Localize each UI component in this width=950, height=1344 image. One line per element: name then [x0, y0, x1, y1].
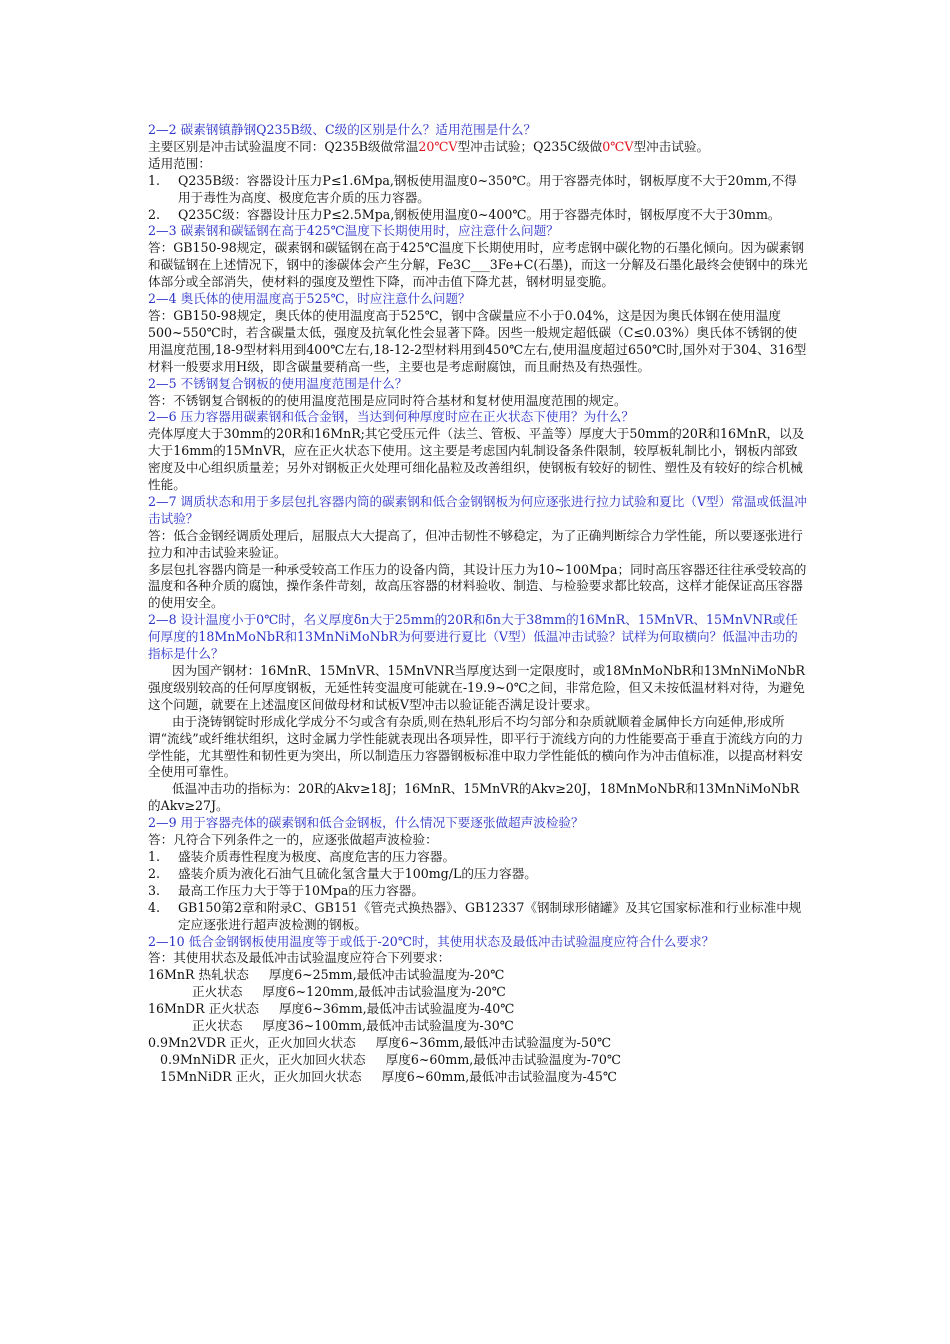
answer-2-5: 答：不锈钢复合钢板的的使用温度范围是应同时符合基材和复材使用温度范围的规定。 [148, 392, 627, 408]
question-2-4: 2—4 奥氏体的使用温度高于525℃，时应注意什么问题？ [148, 291, 471, 307]
spec-row: 15MnNiDR 正火，正火加回火状态 厚度6~60mm,最低冲击试验温度为-45℃ [148, 1068, 618, 1084]
spec-row: 正火状态 厚度36~100mm,最低冲击试验温度为-30℃ [148, 1018, 514, 1034]
answer-2-3: 答：GB150-98规定，碳素钢和碳锰钢在高于425℃温度下长期使用时，应考虑钢中碳化物的石墨化倾向。因为碳素钢和碳锰钢在上述情况下，钢中的渗碳体会产生分解，Fe3C___3Fe+C(石墨)，而这一分解及石墨化最终会使钢中的珠光体部分或全部消失，使材料的强度及塑性下降，而冲击值下降尤甚，钢材明显变脆。 [148, 240, 808, 290]
answer-2-7-b: 多层包扎容器内筒是一种承受较高工作压力的设备内筒，其设计压力为10~100Mpa；同时高压容器还往往承受较高的温度和各种介质的腐蚀，操作条件苛刻，故高压容器的材料验收、制造、与检验要求都比较高，这样才能保证高压容器的使用安全。 [148, 561, 807, 611]
question-2-9: 2—9 用于容器壳体的碳素钢和低合金钢板，什么情况下要逐张做超声波检验？ [148, 815, 584, 831]
spec-row: 16MnDR 正火状态 厚度6~36mm,最低冲击试验温度为-40℃ [148, 1001, 515, 1017]
list-item: 1. Q235B级：容器设计压力P≤1.6Mpa,钢板使用温度0~350℃。用于容器壳体时，钢板厚度不大于20mm,不得用于毒性为高度、极度危害介质的压力容器。 [148, 172, 797, 205]
spec-row: 正火状态 厚度6~120mm,最低冲击试验温度为-20℃ [148, 984, 506, 1000]
question-2-10: 2—10 低合金钢钢板使用温度等于或低于-20℃时，其使用状态及最低冲击试验温度应符合什么要求？ [148, 933, 715, 949]
spec-row: 0.9Mn2VDR 正火，正火加回火状态 厚度6~36mm,最低冲击试验温度为-50℃ [148, 1034, 612, 1050]
spec-row: 16MnR 热轧状态 厚度6~25mm,最低冲击试验温度为-20℃ [148, 967, 505, 983]
answer-2-4: 答：GB150-98规定，奥氏体的使用温度高于525℃，钢中含碳量应不小于0.04%，这是因为奥氏体钢在使用温度500~550℃时，若含碳量太低，强度及抗氧化性会显著下降。因些一般规定超低碳（C≤0.03%）奥氏体不锈钢的使用温度范围,18-9型材料用到400℃左右,18-12-2型材料用到450℃左右,使用温度超过650℃时,国外对于304、316型材料一般要求用H级，即含碳量要稍高一些，主要也是考虑耐腐蚀，而且耐热及有热强性。 [148, 307, 807, 374]
question-2-2: 2—2 碳素钢镇静钢Q235B级、C级的区别是什么？适用范围是什么？ [148, 122, 537, 137]
answer-2-8-c: 低温冲击功的指标为：20R的Akv≥18J；16MnR、15MnVR的Akv≥20J，18MnMoNbR和13MnNiMoNbR的Akv≥27J。 [148, 781, 800, 814]
answer-2-7-a: 答：低合金钢经调质处理后，屈服点大大提高了，但冲击韧性不够稳定，为了正确判断综合力学性能，所以要逐张进行拉力和冲击试验来验证。 [148, 527, 803, 560]
question-2-7: 2—7 调质状态和用于多层包扎容器内筒的碳素钢和低合金钢钢板为何应逐张进行拉力试验和夏比（V型）常温或低温冲击试验？ [148, 493, 807, 526]
answer-2-8-a: 因为国产钢材：16MnR、15MnVR、15MnVNR当厚度达到一定限度时，或18MnMoNbR和13MnNiMoNbR强度级别较高的任何厚度钢板，无延性转变温度可能就在-19.9~0℃之间，非常危险，但又未按低温材料对待，为避免这个问题，就要在上述温度区间做母材和试板V型冲击以验证能否满足设计要求。 [148, 663, 806, 712]
document-body [148, 122, 808, 1086]
answer-2-8-b: 由于浇铸钢锭时形成化学成分不匀或含有杂质,则在热轧形后不均匀部分和杂质就顺着金属伸长方向延伸,形成所谓“流线”或纤维状组织，这时金属力学性能就表现出各项异性，即平行于流线方向的力性能要高于垂直于流线方向的力学性能，尤其塑性和韧性更为突出，所以制造压力容器钢板标准中取力学性能低的横向作为冲击值标准，以提高材料安全使用可靠性。 [148, 713, 804, 780]
question-2-6: 2—6 压力容器用碳素钢和低合金钢，当达到何种厚度时应在正火状态下使用？为什么？ [148, 409, 634, 425]
answer-2-10: 答：其使用状态及最低冲击试验温度应符合下列要求： [148, 950, 451, 966]
scope-heading: 适用范围： [148, 155, 211, 171]
answer-2-2: 主要区别是冲击试验温度不同：Q235B级做常温20℃V型冲击试验；Q235C级做0℃V型冲击试验。 [148, 138, 710, 154]
spec-row: 0.9MnNiDR 正火，正火加回火状态 厚度6~60mm,最低冲击试验温度为-70℃ [148, 1051, 622, 1067]
list-item: 2. Q235C级：容器设计压力P≤2.5Mpa,钢板使用温度0~400℃。用于容器壳体时，钢板厚度不大于30mm。 [148, 206, 781, 222]
answer-2-6: 壳体厚度大于30mm的20R和16MnR;其它受压元件（法兰、管板、平盖等）厚度大于50mm的20R和16MnR，以及大于16mm的15MnVR，应在正火状态下使用。这主要是考虑国内轧制设备条件限制，较厚板轧制比小，钢板内部致密度及中心组织质量差；另外对钢板正火处理可细化晶粒及改善组织，使钢板有较好的韧性、塑性及有较好的综合机械性能。 [148, 426, 805, 493]
temp-0cv: 0℃V [602, 138, 634, 154]
list-item: 1. 盛装介质毒性程度为极度、高度危害的压力容器。 [148, 848, 456, 864]
list-item: 4. GB150第2章和附录C、GB151《管壳式换热器》、GB12337《钢制球形储罐》及其它国家标准和行业标准中规定应逐张进行超声波检测的钢板。 [148, 899, 802, 932]
list-item: 2. 盛装介质为液化石油气且硫化氢含量大于100mg/L的压力容器。 [148, 865, 537, 881]
list-item: 3. 最高工作压力大于等于10Mpa的压力容器。 [148, 882, 424, 898]
question-2-8: 2—8 设计温度小于0℃时，名义厚度δn大于25mm的20R和δn大于38mm的16MnR、15MnVR、15MnVNR或任何厚度的18MnMoNbR和13MnNiMoNbR为何要进行夏比（V型）低温冲击试验？试样为何取横向？低温冲击功的指标是什么？ [148, 612, 798, 662]
answer-2-9: 答：凡符合下列条件之一的，应逐张做超声波检验： [148, 832, 438, 848]
temp-20cv: 20℃V [418, 138, 458, 154]
question-2-5: 2—5 不锈钢复合钢板的使用温度范围是什么？ [148, 375, 408, 391]
question-2-3: 2—3 碳素钢和碳锰钢在高于425℃温度下长期使用时，应注意什么问题？ [148, 223, 559, 239]
